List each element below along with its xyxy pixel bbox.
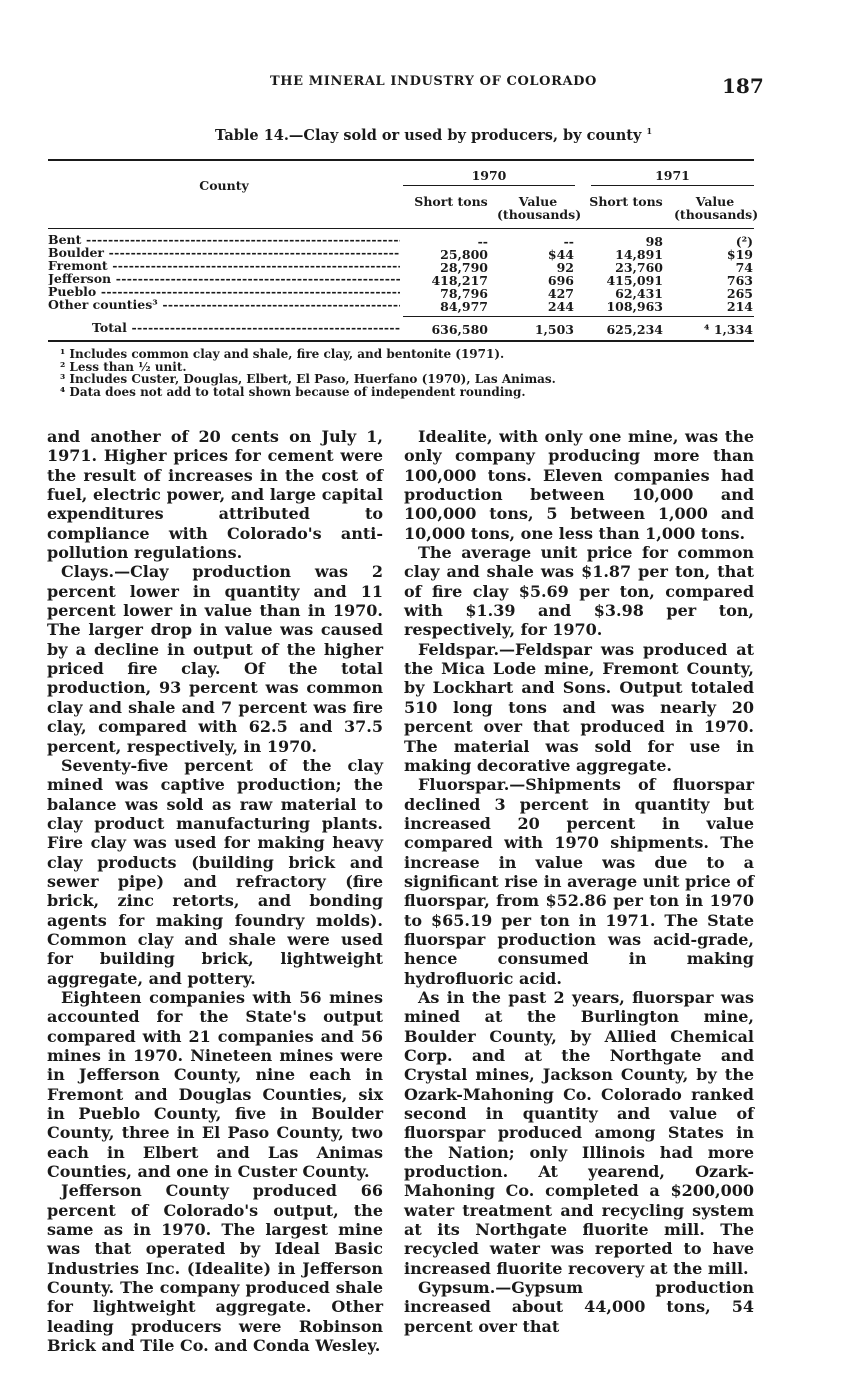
paragraph	[404, 775, 754, 988]
table-total-cell: 636,580	[431, 322, 488, 337]
section-lead: Fluorspar.	[418, 775, 510, 795]
right-column	[404, 427, 754, 1336]
table-cell: 25,800	[440, 247, 488, 262]
value-1971-unit: (thousands)	[674, 207, 759, 222]
table-title-note: 1	[646, 126, 653, 136]
footnote: ⁴ Data does not add to total shown because of independent rounding.	[60, 384, 526, 399]
value-1970-header: Value	[518, 194, 558, 209]
table-cell: 84,977	[440, 299, 488, 314]
table-cell: $19	[726, 247, 753, 262]
paragraph	[47, 562, 383, 755]
short-tons-1970-header: Short tons	[414, 194, 488, 209]
table-cell: 14,891	[615, 247, 663, 262]
section-lead: Feldspar.	[418, 639, 500, 659]
table-row-county: Boulder -----	[48, 247, 400, 259]
paragraph-text: —Shipments of fluorspar declined 3 percent in quantity but increased 20 percent in value compared with 1970 shipments. The increase in value was due to a significant rise in average unit price of fluorspar, from $52.86 per ton in 1970 to $65.19 per ton in 1971. The State fluorspar production was acid-grade, hence consumed in making hydrofluoric acid.	[404, 775, 754, 988]
table-cell: $44	[547, 247, 574, 262]
table-cell: 62,431	[615, 286, 663, 301]
year-1971-header: 1971	[655, 168, 690, 183]
year1-rule	[403, 185, 575, 186]
table-cell: 23,760	[615, 260, 663, 275]
table-bottom-rule	[48, 340, 754, 342]
table-total-cell: ⁴ 1,334	[704, 322, 753, 337]
table-row-county: Pueblo -----	[48, 286, 400, 298]
table-cell: 244	[547, 299, 574, 314]
table-cell: 98	[645, 234, 663, 249]
table-cell: 418,217	[431, 273, 488, 288]
table-footnotes	[60, 348, 556, 398]
table-row-county: Bent -----	[48, 234, 400, 246]
paragraph: Jefferson County produced 66 percent of Colorado's output, the same as in 1970. The largest mine was that operated by Ideal Basic Industries Inc. (Idealite) in Jefferson County. The company produced shale for lightweight aggregate. Other leading producers were Robinson Brick and Tile Co. and Conda Wesley.	[47, 1181, 383, 1356]
table-cell: 415,091	[606, 273, 663, 288]
paragraph	[404, 1278, 754, 1336]
table-cell: 78,796	[440, 286, 488, 301]
table-top-rule	[48, 159, 754, 161]
year-1970-header: 1970	[471, 168, 507, 183]
table-cell: 108,963	[606, 299, 663, 314]
table-cell: 265	[726, 286, 753, 301]
table-row-county: Jefferson -----	[48, 273, 400, 285]
value-1971-header: Value	[695, 194, 735, 209]
table-cell: (²)	[735, 234, 753, 249]
left-column	[47, 427, 383, 1356]
section-lead: Clays.	[61, 562, 115, 582]
year2-rule	[591, 185, 754, 186]
county-header: County	[199, 178, 249, 193]
table-title-text: Table 14.—Clay sold or used by producers, by county	[214, 126, 642, 144]
table-cell: 28,790	[440, 260, 488, 275]
footnote: ³ Includes Custer, Douglas, Elbert, El Paso, Huerfano (1970), Las Animas.	[60, 372, 556, 386]
table-cell: 214	[726, 299, 753, 314]
page-number: 187	[722, 74, 764, 98]
paragraph-text: —Clay production was 2 percent lower in quantity and 11 percent lower in value than in 1970. The larger drop in value was caused by a decline in output of the higher priced fire clay. Of the total production, 93 percent was common clay and shale and 7 percent was fire clay, compared with 62.5 and 37.5 percent, respectively, in 1970.	[47, 562, 383, 756]
paragraph-text: —Gypsum production increased about 44,000 tons, 54 percent over that	[404, 1278, 754, 1336]
table-cell: 696	[547, 273, 574, 288]
short-tons-1971-header: Short tons	[589, 194, 663, 209]
footnote: ¹ Includes common clay and shale, fire clay, and bentonite (1971).	[60, 347, 505, 361]
paragraph	[404, 640, 754, 775]
table-cell: 763	[726, 273, 753, 288]
table-total-cell: 625,234	[606, 322, 663, 337]
paragraph: Eighteen companies with 56 mines accounted for the State's output compared with 21 companies and 56 mines in 1970. Nineteen mines were in Jefferson County, nine each in Fremont and Douglas Counties, six in Pueblo County, five in Boulder County, three in El Paso County, two each in Elbert and Las Animas Counties, and one in Custer County.	[47, 987, 383, 1182]
table-cell: 427	[547, 286, 574, 301]
header-bottom-rule	[48, 228, 754, 229]
paragraph: The average unit price for common clay and shale was $1.87 per ton, that of fire clay $5.69 per ton, compared with $1.39 and $3.98 per ton, respectively, for 1970.	[404, 543, 754, 640]
total-rule	[403, 316, 754, 317]
paragraph: and another of 20 cents on July 1, 1971. Higher prices for cement were the result of increases in the cost of fuel, electric power, and large capital expenditures attributed to compliance with Colorado's anti-pollution regulations.	[47, 427, 383, 563]
table-cell: 74	[735, 260, 753, 275]
paragraph-text: —Feldspar was produced at the Mica Lode mine, Fremont County, by Lockhart and Sons. Output totaled 510 long tons and was nearly 20 percent over that produced in 1970. The material was sold for use in making decorative aggregate.	[404, 639, 754, 775]
table-row-county: Other counties³ -----	[48, 299, 400, 311]
footnote: ² Less than ½ unit.	[60, 359, 187, 374]
paragraph: Seventy-five percent of the clay mined was captive production; the balance was sold as raw material to clay product manufacturing plants. Fire clay was used for making heavy clay products (building brick and sewer pipe) and refractory (fire brick, zinc retorts, and bonding agents for making foundry molds). Common clay and shale were used for building brick, lightweight aggregate, and pottery.	[47, 755, 383, 988]
table-cell: --	[563, 234, 574, 249]
running-head: THE MINERAL INDUSTRY OF COLORADO	[270, 74, 597, 89]
table-row-county: Fremont -----	[48, 260, 400, 272]
table-total-label: Total -----	[92, 322, 400, 334]
table-total-cell: 1,503	[534, 322, 574, 337]
table-cell: 92	[556, 260, 574, 275]
section-lead: Gypsum.	[418, 1278, 496, 1298]
paragraph: As in the past 2 years, fluorspar was mined at the Burlington mine, Boulder County, by Allied Chemical Corp. and at the Northgate and Crystal mines, Jackson County, by the Ozark-Mahoning Co. Colorado ranked second in quantity and value of fluorspar produced among States in the Nation; only Illinois had more production. At yearend, Ozark-Mahoning Co. completed a $200,000 water treatment and recycling system at its Northgate fluorite mill. The recycled water was reported to have increased fluorite recovery at the mill.	[404, 987, 754, 1278]
paragraph: Idealite, with only one mine, was the only company producing more than 100,000 tons. Eleven companies had production between 10,000 and 100,000 tons, 5 between 1,000 and 10,000 tons, one less than 1,000 tons.	[404, 427, 754, 543]
table-title	[0, 126, 867, 144]
table-cell: --	[477, 234, 488, 249]
value-1970-unit: (thousands)	[497, 207, 582, 222]
